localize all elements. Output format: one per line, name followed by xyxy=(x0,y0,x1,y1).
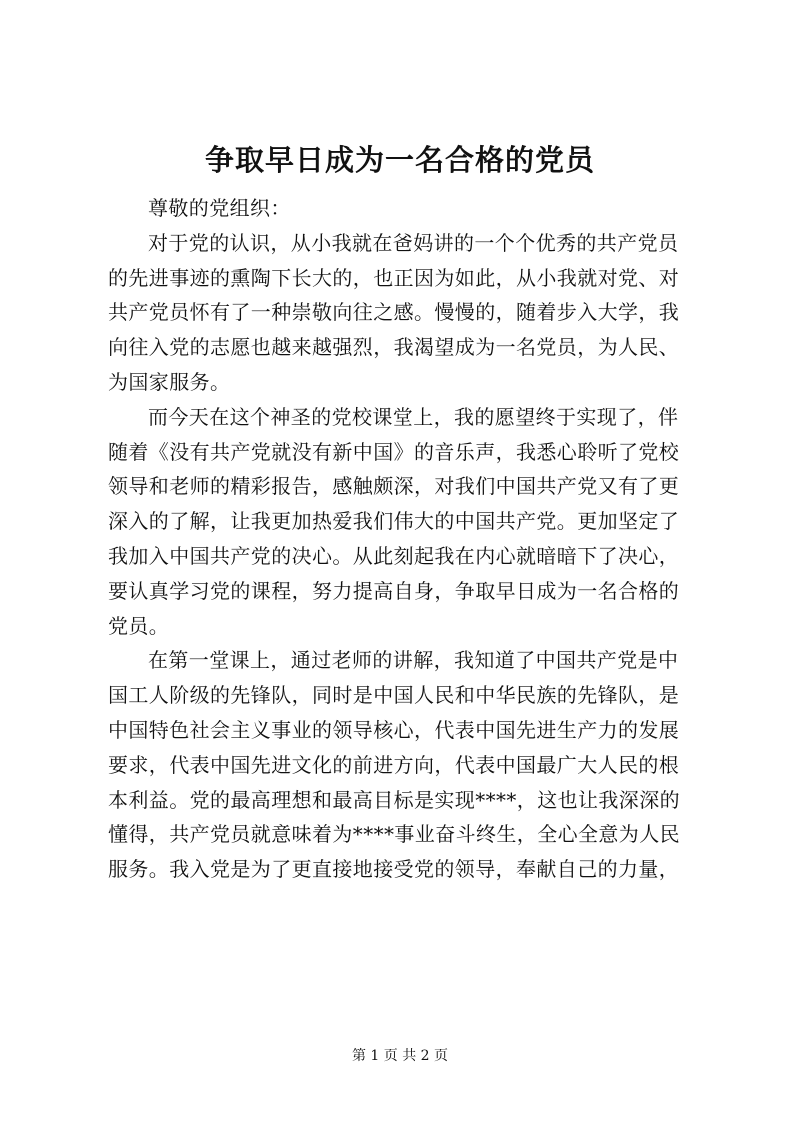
paragraph-line: 在第一堂课上，通过老师的讲解，我知道了中国共产党是中 xyxy=(148,648,679,673)
body-paragraph-1 xyxy=(108,226,708,400)
paragraph-line: 为国家服务。 xyxy=(108,369,231,394)
paragraph-line: 本利益。党的最高理想和最高目标是实现****，这也让我深深的 xyxy=(108,787,680,812)
paragraph-line: 要求，代表中国先进文化的前进方向，代表中国最广大人民的根 xyxy=(108,752,680,777)
salutation-line: 尊敬的党组织： xyxy=(148,196,291,220)
paragraph-line: 随着《没有共产党就没有新中国》的音乐声，我悉心聆听了党校 xyxy=(108,439,680,464)
paragraph-line: 中国特色社会主义事业的领导核心，代表中国先进生产力的发展 xyxy=(108,717,680,742)
paragraph-line: 深入的了解，让我更加热爱我们伟大的中国共产党。更加坚定了 xyxy=(108,509,680,534)
body-paragraph-3 xyxy=(108,643,708,887)
paragraph-line: 要认真学习党的课程，努力提高自身，争取早日成为一名合格的 xyxy=(108,578,680,603)
paragraph-line: 党员。 xyxy=(108,613,170,638)
document-title: 争取早日成为一名合格的党员 xyxy=(204,143,595,177)
document-body xyxy=(108,191,708,887)
paragraph-line: 我加入中国共产党的决心。从此刻起我在内心就暗暗下了决心， xyxy=(108,543,680,568)
paragraph-line: 而今天在这个神圣的党校课堂上，我的愿望终于实现了，伴 xyxy=(148,404,679,429)
body-paragraph-2 xyxy=(108,400,708,644)
paragraph-line: 共产党员怀有了一种崇敬向往之感。慢慢的，随着步入大学，我 xyxy=(108,300,680,325)
paragraph-line: 服务。我入党是为了更直接地接受党的领导，奉献自己的力量， xyxy=(108,857,680,882)
page-number-footer: 第 1 页 共 2 页 xyxy=(351,1048,449,1064)
paragraph-line: 的先进事迹的熏陶下长大的，也正因为如此，从小我就对党、对 xyxy=(108,265,680,290)
paragraph-line: 领导和老师的精彩报告，感触颇深，对我们中国共产党又有了更 xyxy=(108,474,680,499)
paragraph-line: 向往入党的志愿也越来越强烈，我渴望成为一名党员，为人民、 xyxy=(108,335,680,360)
paragraph-line: 懂得，共产党员就意味着为****事业奋斗终生，全心全意为人民 xyxy=(108,822,680,847)
paragraph-line: 国工人阶级的先锋队，同时是中国人民和中华民族的先锋队，是 xyxy=(108,683,680,708)
salutation-paragraph xyxy=(108,191,708,226)
paragraph-line: 对于党的认识，从小我就在爸妈讲的一个个优秀的共产党员 xyxy=(148,230,679,255)
